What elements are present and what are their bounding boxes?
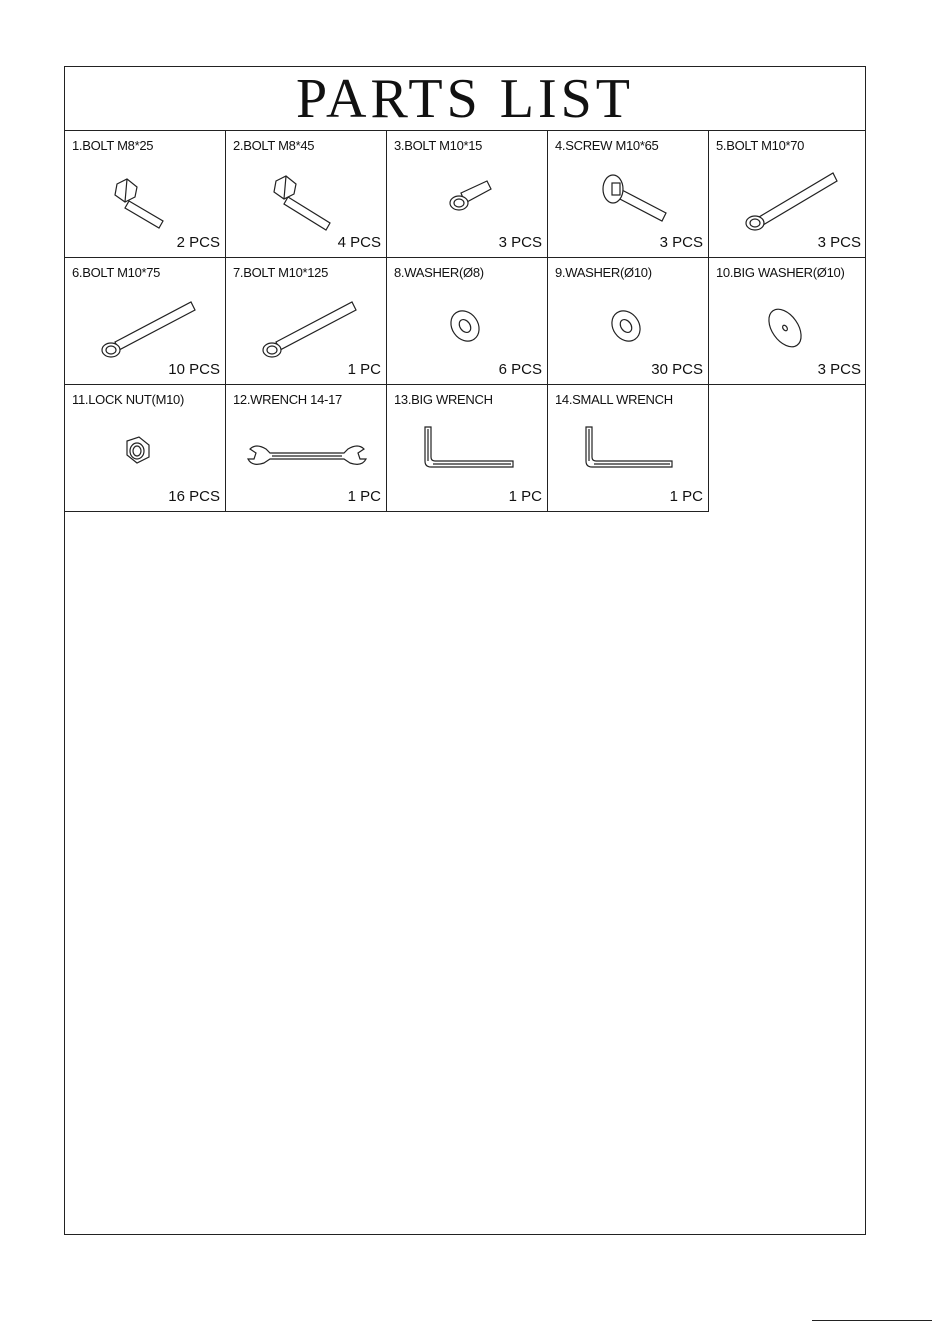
part-cell-8 [387,258,548,385]
part-quantity: 1 PC [347,361,381,378]
part-quantity: 1 PC [669,488,703,505]
part-cell-5 [709,131,866,258]
part-name: 13.BIG WRENCH [394,392,493,407]
part-cell-1 [65,131,226,258]
part-quantity: 6 PCS [498,361,542,378]
part-name: 9.WASHER(Ø10) [555,265,652,280]
part-quantity: 1 PC [508,488,542,505]
part-cell-11 [65,385,226,512]
part-name: 10.BIG WASHER(Ø10) [716,265,845,280]
part-cell-6 [65,258,226,385]
part-name: 6.BOLT M10*75 [72,265,161,280]
page-title: PARTS LIST [65,67,865,131]
part-cell-2 [226,131,387,258]
part-name: 14.SMALL WRENCH [555,392,673,407]
parts-list-frame [64,66,866,1235]
part-cell-10 [709,258,866,385]
part-name: 12.WRENCH 14-17 [233,392,342,407]
table-bottom-divider [65,511,709,512]
part-cell-14 [548,385,709,512]
part-quantity: 1 PC [347,488,381,505]
part-quantity: 3 PCS [817,361,861,378]
part-name: 5.BOLT M10*70 [716,138,805,153]
part-quantity: 3 PCS [659,234,703,251]
part-quantity: 10 PCS [168,361,220,378]
footer-rule [812,1320,932,1321]
part-quantity: 30 PCS [651,361,703,378]
part-name: 8.WASHER(Ø8) [394,265,484,280]
part-cell-4 [548,131,709,258]
part-quantity: 2 PCS [176,234,220,251]
part-cell-7 [226,258,387,385]
part-cell-12 [226,385,387,512]
part-cell-9 [548,258,709,385]
part-quantity: 4 PCS [337,234,381,251]
part-name: 4.SCREW M10*65 [555,138,659,153]
part-name: 3.BOLT M10*15 [394,138,483,153]
part-name: 11.LOCK NUT(M10) [72,392,184,407]
part-quantity: 3 PCS [817,234,861,251]
part-name: 2.BOLT M8*45 [233,138,315,153]
part-cell-13 [387,385,548,512]
part-name: 1.BOLT M8*25 [72,138,154,153]
part-name: 7.BOLT M10*125 [233,265,329,280]
part-cell-3 [387,131,548,258]
part-quantity: 16 PCS [168,488,220,505]
part-quantity: 3 PCS [498,234,542,251]
